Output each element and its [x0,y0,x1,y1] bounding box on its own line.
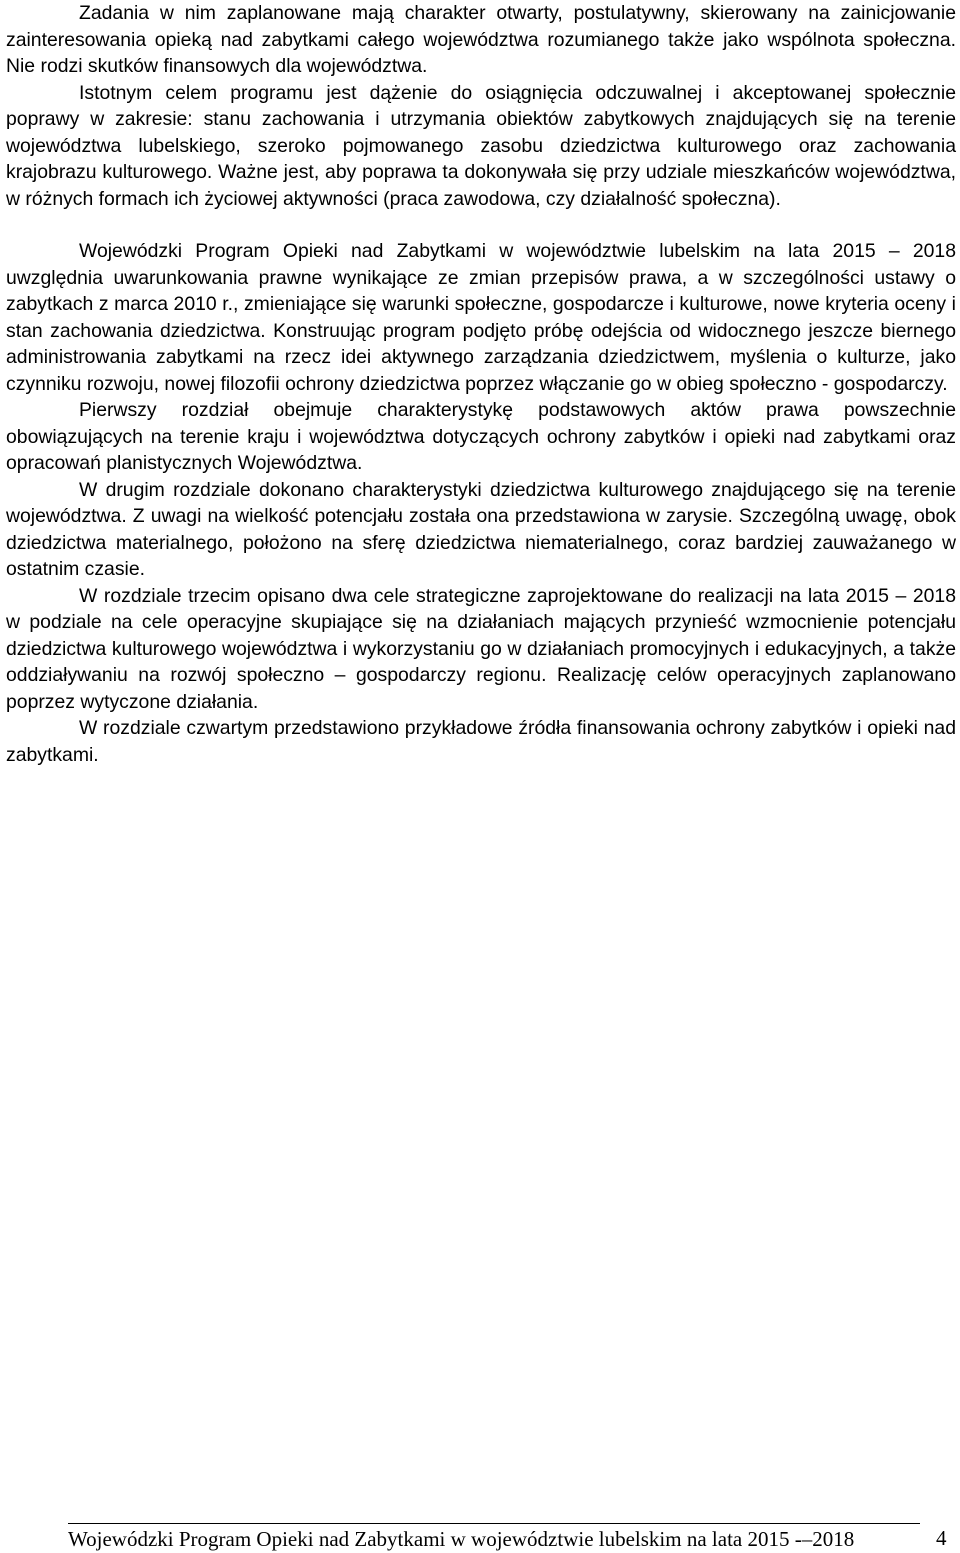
footer-divider [68,1523,920,1524]
document-body [6,0,956,768]
paragraph-spacer [6,212,956,238]
paragraph-program-scope: Wojewódzki Program Opieki nad Zabytkami w województwie lubelskim na lata 2015 – 2018 uwzględnia uwarunkowania prawne wynikające ze zmian przepisów prawa, a w szczególności ustawy o zabytkach z marca 2010 r., zmieniające się warunki społeczne, gospodarcze i kulturowe, nowe kryteria oceny i stan zachowania dziedzictwa. Konstruując program podjęto próbę odejścia od widocznego jeszcze biernego administrowania zabytkami na rzecz idei aktywnego zarządzania dziedzictwem, myślenia o kulturze, jako czynniku rozwoju, nowej filozofii ochrony dziedzictwa poprzez włączanie go w obieg społeczno - gospodarczy. [6,240,956,395]
footer-title: Wojewódzki Program Opieki nad Zabytkami w województwie lubelskim na lata 2015 -–2018 [68,1527,855,1551]
paragraph-chapter-four: W rozdziale czwartym przedstawiono przykładowe źródła finansowania ochrony zabytków i opieki nad zabytkami. [6,717,956,766]
document-page [6,0,956,768]
paragraph-program-goal: Istotnym celem programu jest dążenie do osiągnięcia odczuwalnej i akceptowanej społecznie poprawy w zakresie: stanu zachowania i utrzymania obiektów zabytkowych znajdujących się na terenie województwa lubelskiego, szeroko pojmowanego zasobu dziedzictwa kulturowego oraz zachowania krajobrazu kulturowego. Ważne jest, aby poprawa ta dokonywała się przy udziale mieszkańców województwa, w różnych formach ich życiowej aktywności (praca zawodowa, czy działalność społeczna). [6,81,956,210]
paragraph-chapter-two: W drugim rozdziale dokonano charakterystyki dziedzictwa kulturowego znajdującego się na terenie województwa. Z uwagi na wielkość potencjału została ona przedstawiona w zarysie. Szczególną uwagę, obok dziedzictwa materialnego, położono na sferę dziedzictwa niematerialnego, coraz bardziej zauważanego w ostatnim czasie. [6,478,956,580]
paragraph-chapter-three: W rozdziale trzecim opisano dwa cele strategiczne zaprojektowane do realizacji na lata 2015 – 2018 w podziale na cele operacyjne skupiające się na działaniach mających przynieść wzmocnienie potencjału dziedzictwa kulturowego województwa i wykorzystaniu go w działaniach promocyjnych i edukacyjnych, a także oddziaływaniu na rozwój społeczno – gospodarczy regionu. Realizację celów operacyjnych zaplanowano poprzez wytyczone działania. [6,584,956,713]
paragraph-tasks: Zadania w nim zaplanowane mają charakter otwarty, postulatywny, skierowany na zainicjowanie zainteresowania opieką nad zabytkami całego województwa rozumianego także jako wspólnota społeczna. Nie rodzi skutków finansowych dla województwa. [6,2,956,77]
page-number: 4 [936,1526,947,1550]
page-footer [0,1520,960,1553]
paragraph-chapter-one: Pierwszy rozdział obejmuje charakterystykę podstawowych aktów prawa powszechnie obowiązujących na terenie kraju i województwa dotyczących ochrony zabytków i opieki nad zabytkami oraz opracowań planistycznych Województwa. [6,399,956,474]
